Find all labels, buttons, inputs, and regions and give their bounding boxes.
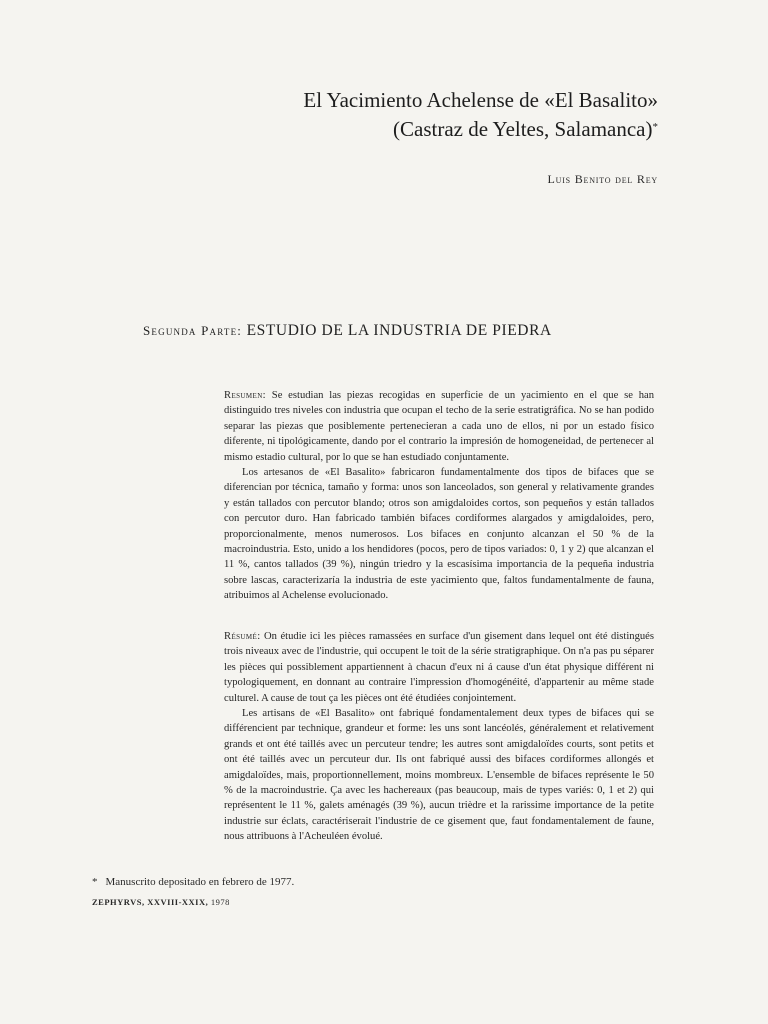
title-line-2-text: (Castraz de Yeltes, Salamanca) — [393, 117, 653, 141]
title-line-2 — [303, 115, 658, 144]
journal-name: ZEPHYRVS, XXVIII-XXIX, — [92, 897, 209, 907]
resume-paragraph-1 — [224, 629, 654, 706]
french-abstract — [224, 629, 654, 845]
journal-citation — [92, 897, 230, 907]
footnote-marker: * — [92, 876, 98, 888]
title-line-1: El Yacimiento Achelense de «El Basalito» — [303, 88, 658, 112]
resumen-paragraph-1 — [224, 388, 654, 465]
title-footnote-marker: * — [652, 121, 658, 133]
footnote-text: Manuscrito depositado en febrero de 1977. — [105, 876, 295, 888]
resumen-label: Resumen: — [224, 390, 266, 401]
resume-label: Résumé: — [224, 631, 261, 642]
section-heading — [143, 322, 552, 340]
part-label: Segunda Parte: — [143, 323, 243, 338]
resumen-p1-text: Se estudian las piezas recogidas en superficie de un yacimiento en el que se han distinguido tres niveles con industria que ocupan el techo de la serie estratigráfica. No se han podido separar las piezas que posiblemente pertenecieran a cada uno de ellos, ni por un estado físico diferente, ni tipológicamente, dando por el contrario la impresión de homogeneidad, de pertenecer al mismo estadio cultural, por lo que se han estudiado conjuntamente. — [224, 390, 654, 463]
resume-paragraph-2: Les artisans de «El Basalito» ont fabriqué fondamentalement deux types de bifaces qui se différencient par technique, grandeur et forme: les uns sont lancéolés, généralement et relativement grands et ont été taillés avec un percuteur tendre; les autres sont amigdaloïdes courts, sont petits et ont été taillés avec un percuteur dur. Ils ont fabriqué aussi des bifaces cordiformes allongés et amigdaloïdes, mais, proportionnellement, moins mombreux. L'ensemble de bifaces représente le 50 % de la macroindustrie. Ça avec les hachereaux (pas beaucoup, mais de types variés: 0, 1 et 2) qui représentent le 11 %, galets aménagés (39 %), aucun trièdre et la rarissime importance de la petite industrie sur éclats, caractériserait l'industrie de ce gisement que, faut fondamentalement de faune, nous attribuons à l'Acheuléen évolué. — [224, 708, 654, 843]
footnote — [92, 876, 294, 888]
resumen-paragraph-2: Los artesanos de «El Basalito» fabricaron fundamentalmente dos tipos de bifaces que se diferencian por técnica, tamaño y forma: unos son lanceolados, son general y relativamente grandes y están tallados con percutor blando; otros son amigdaloides cortos, son pequeños y están tallados con percutor duro. Han fabricado también bifaces cordiformes alargados y amigdaloides, pero, proporcionalmente, menos numerosos. Los bifaces en conjunto alcanzan el 50 % de la macroindustria. Esto, unido a los hendidores (pocos, pero de tipos variados: 0, 1 y 2) que alcanzan el 11 %, cantos tallados (39 %), ningún triedro y la escasísima importancia de la pequeña industria sobre lascas, caracterizaría la industria de este yacimiento que, faltos fundamentalmente de fauna, atribuimos al Achelense evolucionado. — [224, 467, 654, 602]
author-name: Luis Benito del Rey — [547, 172, 658, 186]
article-title — [303, 86, 658, 144]
section-title: ESTUDIO DE LA INDUSTRIA DE PIEDRA — [246, 322, 552, 339]
journal-year: 1978 — [210, 897, 230, 907]
resume-p1-text: On étudie ici les pièces ramassées en surface d'un gisement dans lequel ont été distingués trois niveaux avec de l'industrie, qui occupent le toit de la série stratigraphique. On n'a pas pu séparer les pièces qui possiblement appartiennent à chacun d'eux ni á cause d'un état physique différent ni typologiquement, en donnant au contraire l'impression d'homogénéité, d'appartenir au même stade culturel. A cause de tout ça les pièces ont été étudiées conjointement. — [224, 631, 654, 704]
spanish-abstract — [224, 388, 654, 604]
